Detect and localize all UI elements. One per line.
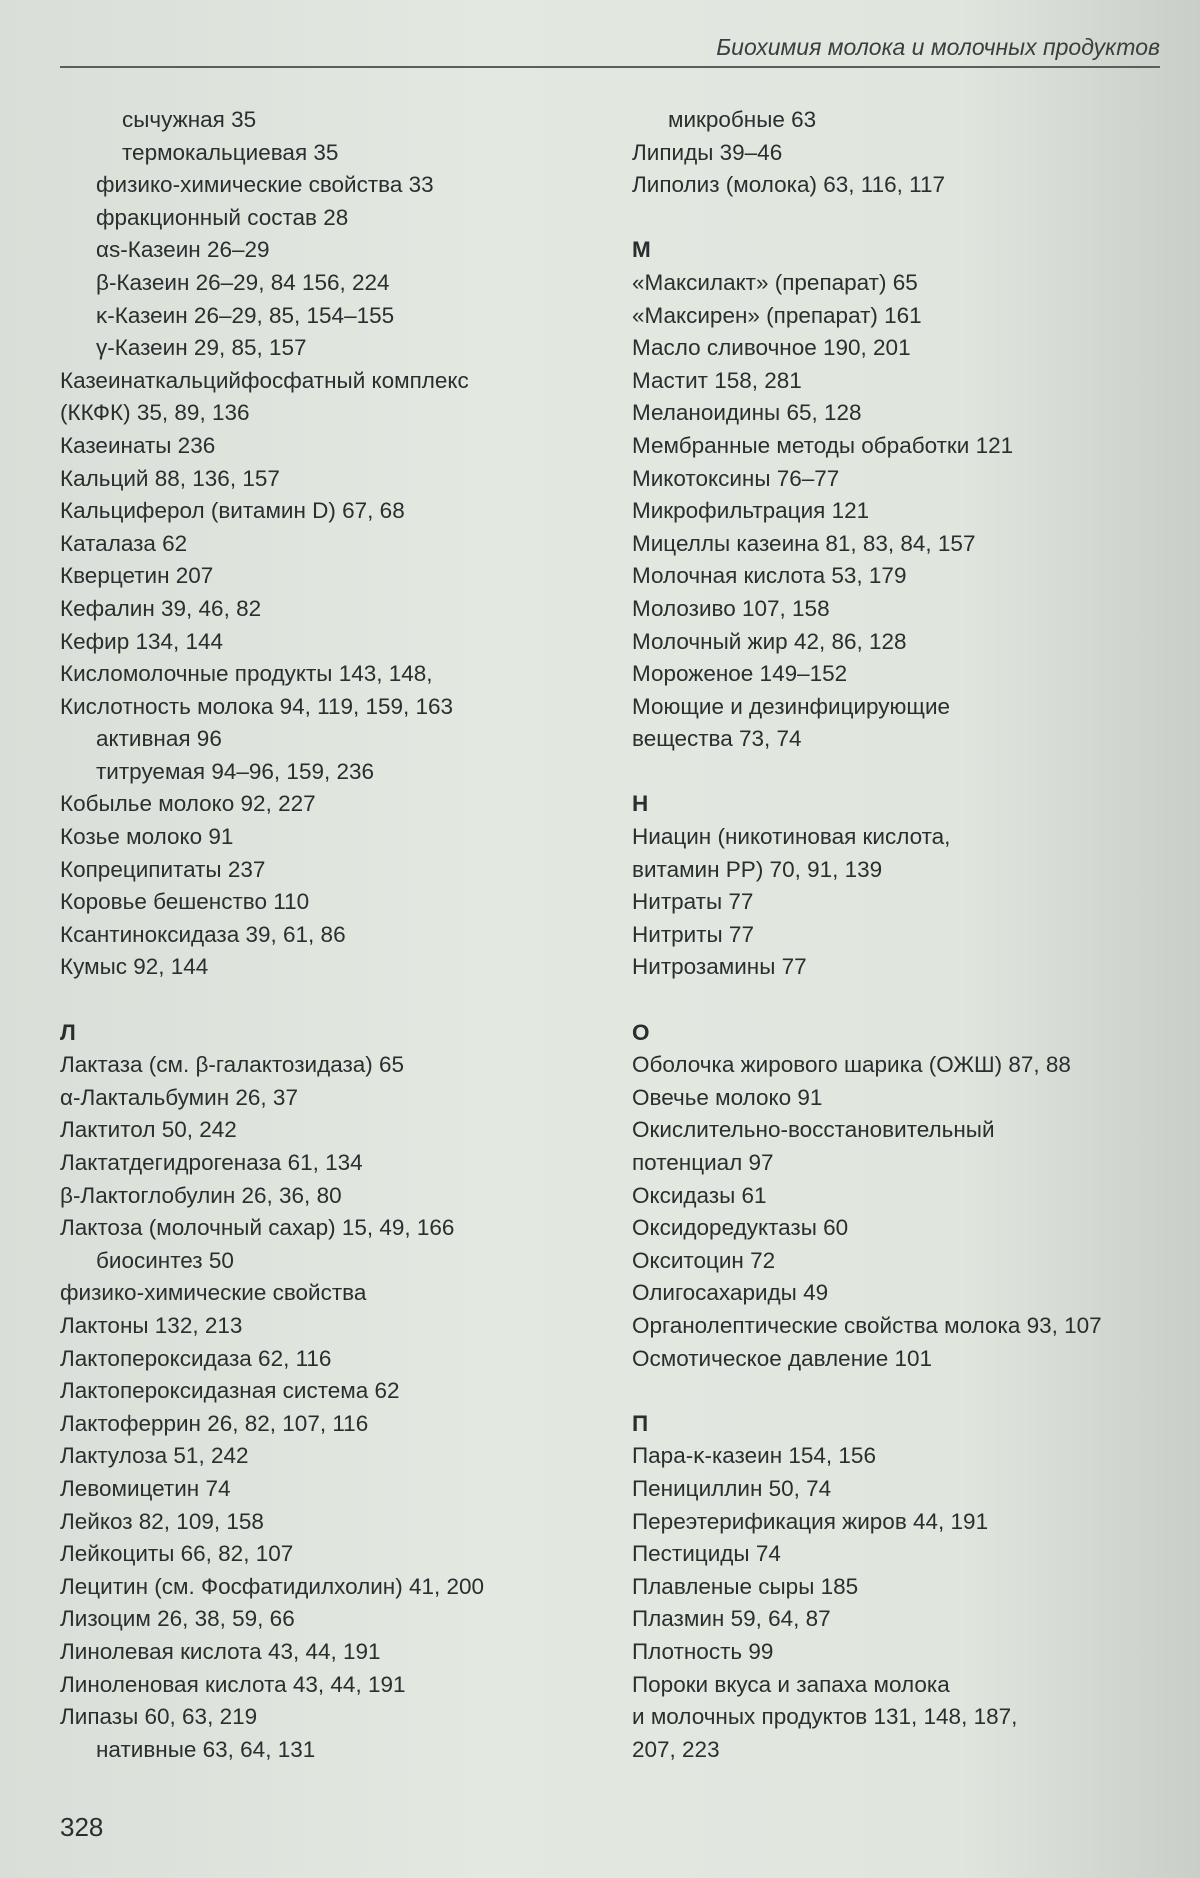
index-column-right: [632, 104, 1172, 1766]
index-entry: Лактоза (молочный сахар) 15, 49, 166: [60, 1215, 455, 1241]
index-entry: Овечье молоко 91: [632, 1084, 823, 1110]
index-entry: Масло сливочное 190, 201: [632, 335, 911, 361]
section-letter: Н: [632, 791, 649, 817]
section-gap: [632, 756, 1172, 789]
index-entry: Плавленые сыры 185: [632, 1573, 859, 1599]
index-subentry: микробные 63: [668, 107, 817, 132]
index-entry: вещества 73, 74: [632, 726, 802, 752]
index-subentry: κ-Казеин 26–29, 85, 154–155: [96, 302, 395, 328]
index-entry: Казеинаткальцийфосфатный комплекс: [60, 367, 469, 393]
index-entry: Окислительно-восстановительный: [632, 1117, 995, 1143]
index-entry: Лецитин (см. Фосфатидилхолин) 41, 200: [60, 1573, 485, 1599]
index-entry: Мастит 158, 281: [632, 367, 802, 393]
index-subentry: сычужная 35: [122, 107, 257, 132]
index-entry: Молочная кислота 53, 179: [632, 563, 907, 589]
index-entry: витамин PP) 70, 91, 139: [632, 856, 883, 882]
page-number: 328: [60, 1812, 104, 1842]
index-entry: Нитрозамины 77: [632, 954, 807, 980]
index-entry: Кумыс 92, 144: [60, 954, 209, 980]
index-subentry: титруемая 94–96, 159, 236: [96, 758, 375, 784]
index-entry: Осмотическое давление 101: [632, 1345, 932, 1371]
section-gap: [60, 984, 580, 1017]
index-entry: Оксидоредуктазы 60: [632, 1215, 849, 1241]
index-entry: Пестициды 74: [632, 1541, 781, 1567]
index-entry: Кефалин 39, 46, 82: [60, 595, 262, 621]
index-entry: Пороки вкуса и запаха молока: [632, 1671, 950, 1697]
index-entry: Нитраты 77: [632, 889, 754, 915]
index-entry: Молочный жир 42, 86, 128: [632, 628, 907, 654]
index-entry: Каталаза 62: [60, 530, 188, 556]
header-rule: [60, 66, 1160, 68]
index-subentry: фракционный состав 28: [96, 204, 349, 230]
index-entry: Линолевая кислота 43, 44, 191: [60, 1638, 381, 1664]
index-entry: Оксидазы 61: [632, 1182, 767, 1208]
index-entry: Микотоксины 76–77: [632, 465, 840, 491]
index-entry: Пенициллин 50, 74: [632, 1475, 832, 1501]
index-subentry: биосинтез 50: [96, 1247, 234, 1273]
section-letter: Л: [60, 1019, 76, 1045]
index-entry: Линоленовая кислота 43, 44, 191: [60, 1671, 406, 1697]
index-entry: Кальций 88, 136, 157: [60, 465, 280, 491]
index-entry: Окситоцин 72: [632, 1247, 776, 1273]
index-entry: физико-химические свойства: [60, 1280, 367, 1306]
section-gap: [632, 1375, 1172, 1408]
section-letter: М: [632, 237, 651, 263]
index-entry: Липазы 60, 63, 219: [60, 1704, 258, 1730]
index-entry: Моющие и дезинфицирующие: [632, 693, 951, 719]
index-entry: β-Лактоглобулин 26, 36, 80: [60, 1182, 342, 1208]
index-entry: Кислотность молока 94, 119, 159, 163: [60, 693, 454, 719]
index-entry: Лактаза (см. β-галактозидаза) 65: [60, 1052, 405, 1078]
index-entry: Козье молоко 91: [60, 824, 234, 850]
index-entry: Кобылье молоко 92, 227: [60, 791, 316, 817]
section-letter: П: [632, 1410, 649, 1436]
index-entry: Мороженое 149–152: [632, 661, 848, 687]
index-entry: «Максирен» (препарат) 161: [632, 302, 922, 328]
index-entry: Липолиз (молока) 63, 116, 117: [632, 172, 946, 198]
index-subentry: нативные 63, 64, 131: [96, 1736, 316, 1762]
index-subentry: физико-химические свойства 33: [96, 172, 434, 198]
index-entry: Кисломолочные продукты 143, 148,: [60, 661, 433, 687]
index-entry: α-Лактальбумин 26, 37: [60, 1084, 298, 1110]
index-entry: Копреципитаты 237: [60, 856, 266, 882]
index-entry: Меланоидины 65, 128: [632, 400, 862, 426]
index-entry: Лейкоз 82, 109, 158: [60, 1508, 264, 1534]
index-subentry: термокальциевая 35: [122, 139, 339, 165]
index-entry: Ксантиноксидаза 39, 61, 86: [60, 921, 346, 947]
index-entry: Кальциферол (витамин D) 67, 68: [60, 498, 405, 524]
running-head-title: Биохимия молока и молочных продуктов: [716, 34, 1160, 60]
index-entry: Мембранные методы обработки 121: [632, 432, 1014, 458]
index-column-left: [60, 104, 580, 1766]
index-entry: Пара-κ-казеин 154, 156: [632, 1443, 876, 1469]
index-subentry: активная 96: [96, 726, 222, 752]
index-entry: Микрофильтрация 121: [632, 498, 870, 524]
index-entry: Молозиво 107, 158: [632, 595, 830, 621]
section-letter: О: [632, 1019, 650, 1045]
index-entry: Ниацин (никотиновая кислота,: [632, 824, 951, 850]
index-entry: Лактоферрин 26, 82, 107, 116: [60, 1410, 369, 1436]
index-entry: потенциал 97: [632, 1150, 774, 1175]
index-entry: Кефир 134, 144: [60, 628, 224, 654]
index-entry: Лейкоциты 66, 82, 107: [60, 1541, 294, 1567]
index-entry: Лактитол 50, 242: [60, 1117, 237, 1143]
index-entry: Коровье бешенство 110: [60, 889, 310, 915]
section-gap: [632, 202, 1172, 235]
index-subentry: γ-Казеин 29, 85, 157: [96, 335, 307, 361]
index-entry: Лактатдегидрогеназа 61, 134: [60, 1150, 363, 1175]
index-subentry: αs-Казеин 26–29: [96, 237, 270, 263]
index-entry: «Максилакт» (препарат) 65: [632, 269, 918, 295]
index-entry: Органолептические свойства молока 93, 107: [632, 1312, 1102, 1338]
index-entry: 207, 223: [632, 1736, 720, 1762]
index-entry: Плазмин 59, 64, 87: [632, 1606, 831, 1632]
index-entry: Олигосахариды 49: [632, 1280, 829, 1306]
index-entry: и молочных продуктов 131, 148, 187,: [632, 1704, 1018, 1730]
index-entry: Левомицетин 74: [60, 1475, 231, 1501]
index-entry: Лактоны 132, 213: [60, 1312, 243, 1338]
index-entry: Казеинаты 236: [60, 432, 216, 458]
index-entry: Кверцетин 207: [60, 563, 214, 589]
index-entry: Лактулоза 51, 242: [60, 1443, 249, 1469]
index-entry: Лактопероксидазная система 62: [60, 1378, 400, 1404]
index-entry: Лактопероксидаза 62, 116: [60, 1345, 332, 1371]
index-entry: Мицеллы казеина 81, 83, 84, 157: [632, 530, 976, 556]
index-subentry: β-Казеин 26–29, 84 156, 224: [96, 269, 390, 295]
index-entry: Нитриты 77: [632, 921, 754, 947]
index-entry: Плотность 99: [632, 1638, 774, 1664]
index-entry: Липиды 39–46: [632, 139, 783, 165]
index-entry: Оболочка жирового шарика (ОЖШ) 87, 88: [632, 1052, 1071, 1078]
index-entry: Лизоцим 26, 38, 59, 66: [60, 1606, 295, 1632]
index-entry: (ККФК) 35, 89, 136: [60, 400, 250, 426]
index-entry: Переэтерификация жиров 44, 191: [632, 1508, 989, 1534]
section-gap: [632, 984, 1172, 1017]
